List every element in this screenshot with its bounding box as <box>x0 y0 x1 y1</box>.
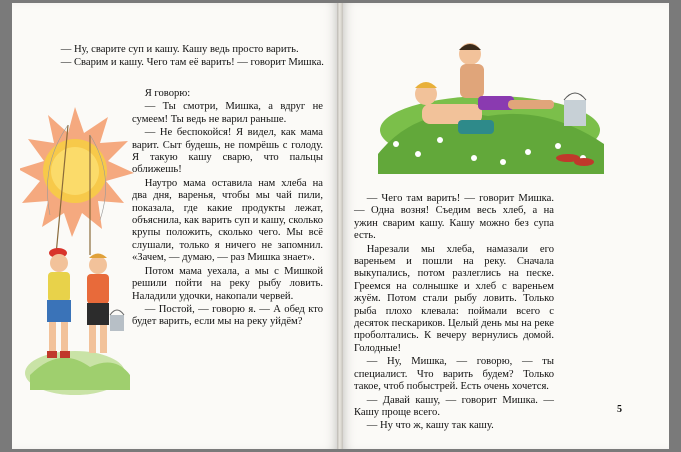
boy-with-bucket <box>87 254 124 354</box>
paragraph: Я говорю: <box>144 88 191 99</box>
picnic-illustration <box>378 34 604 174</box>
page-number: 5 <box>617 404 622 415</box>
bucket <box>564 93 586 126</box>
paragraph: Нарезали мы хлеба, намазали его вареньем и пошли на реку. Сначала выкупались, потом разлеглись на песке. Греемся на солнышке и хлеб с вареньем жуём. Потом стали рыбу ловить. Только рыба плохо клевала: поймали всего с десяток пескариков. Целый день мы на реке проболтались. К вечеру вернулись домой. Голодные! <box>354 243 554 354</box>
paragraph: — Ну, Мишка, — говорю, — ты специалист. Что варить будем? Только такое, чтоб побыстрей. Есть очень хочется. <box>354 356 554 393</box>
paragraph: — Давай кашу, — говорит Мишка. — Кашу проще всего. <box>354 394 554 418</box>
paragraph: Потом мама уехала, а мы с Мишкой решили пойти на реку рыбу ловить. Наладили удочки, накопали червей. <box>132 265 323 302</box>
paragraph: — Не беспокойся! Я видел, как мама варит. Сыт будешь, не помрёшь с голоду. Я такую кашу сварю, что пальцы оближешь! <box>132 127 323 176</box>
paragraph: — Ну, сварите суп и кашу. Кашу ведь просто варить. <box>60 44 299 55</box>
left-top-text <box>48 44 324 71</box>
left-side-text <box>132 88 323 330</box>
paragraph: — Постой, — говорю я. — А обед кто будет варить, если мы на реку уйдём? <box>132 303 323 328</box>
boy-with-cap <box>47 248 71 358</box>
book-gutter <box>337 3 343 449</box>
paragraph: — Сварим и кашу. Чего там её варить! — говорит Мишка. <box>60 57 324 69</box>
grass-ground <box>25 351 130 395</box>
paragraph: — Ты смотри, Мишка, а вдруг не сумеем! Ты ведь не варил раньше. <box>132 101 323 125</box>
paragraph: — Ну что ж, кашу так кашу. <box>366 420 494 432</box>
sun-and-boys-illustration <box>20 105 135 405</box>
right-text <box>354 193 554 434</box>
sun-icon <box>20 107 134 237</box>
paragraph: Наутро мама оставила нам хлеба на два дня, варенья, чтобы мы чай пили, показала, где какие продукты лежат, объяснила, как варить суп и кашу, сколько крупы положить, сколько чего. Мы всё слушали, только я ничего не запомнил. «Зачем, — думаю, — раз Мишка знает». <box>132 177 323 264</box>
paragraph: — Чего там варить! — говорит Мишка. — Одна возня! Съедим весь хлеб, а на ужин сварим кашу. Кашу можно без супа есть. <box>354 193 554 242</box>
